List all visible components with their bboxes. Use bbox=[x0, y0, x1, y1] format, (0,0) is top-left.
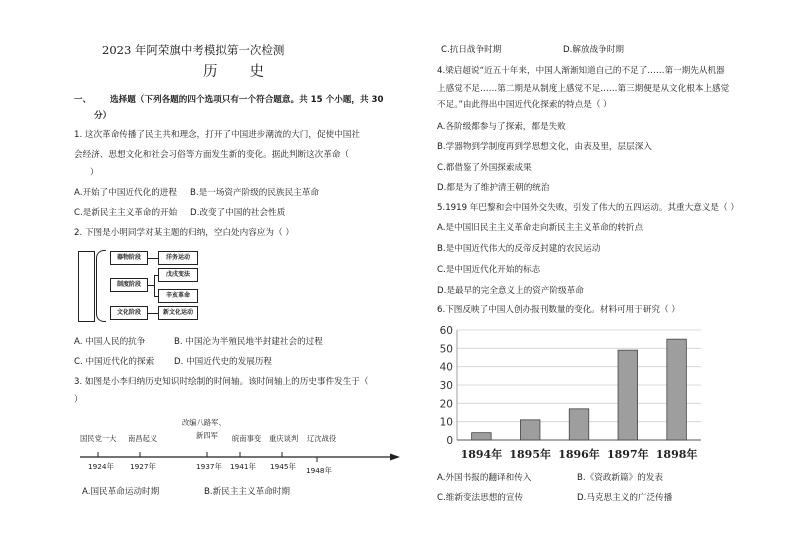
section-title: 选择题（下列各题的四个选项只有一个符合题意。共 15 个小题，共 30 bbox=[110, 95, 384, 105]
y-tick-label-30: 30 bbox=[439, 380, 453, 392]
q1-option-b[interactable]: B.是一场资产阶级的民族民主革命 bbox=[190, 188, 319, 198]
timeline-year-2: 1927年 bbox=[130, 462, 156, 471]
timeline-event-3b: 新四军 bbox=[196, 431, 218, 440]
q2-option-c[interactable]: C. 中国近代化的探索 bbox=[74, 357, 155, 367]
y-tick-label-10: 10 bbox=[439, 416, 453, 429]
q4-option-a[interactable]: A.各阶级都参与了探索，都是失败 bbox=[437, 122, 566, 132]
timeline-year-3: 1937年 bbox=[196, 462, 222, 471]
q2-stem: 2. 下图是小明同学对某主题的归纳，空白处内容应为（ ） bbox=[74, 228, 294, 238]
stage-box-1: 器物阶段 bbox=[110, 251, 148, 265]
event-box-3: 辛亥革命 bbox=[158, 289, 198, 303]
bar-1894年 bbox=[472, 433, 492, 440]
y-tick-label-20: 20 bbox=[439, 398, 453, 411]
subject-title bbox=[203, 66, 266, 78]
bar-1896年 bbox=[569, 409, 589, 440]
q3-option-a[interactable]: A.国民革命运动时期 bbox=[82, 487, 160, 497]
q3-stem-line2: ） bbox=[74, 395, 83, 405]
q3-option-d[interactable]: D.解放战争时期 bbox=[563, 45, 624, 55]
y-tick-label-0: 0 bbox=[446, 435, 453, 447]
event-box-2: 戊戌变法 bbox=[158, 268, 198, 282]
q6-bar-chart bbox=[433, 318, 713, 466]
q4-stem-line1: 4.梁启超说“近五十年来，中国人渐渐知道自己的不足了……第一期先从机器 bbox=[437, 66, 725, 76]
q5-option-d[interactable]: D.是最早的完全意义上的资产阶级革命 bbox=[437, 286, 584, 296]
x-tick-label-1896年: 1896年 bbox=[558, 448, 600, 461]
x-tick-label-1897年: 1897年 bbox=[606, 448, 649, 461]
stage-box-2: 制度阶段 bbox=[110, 278, 148, 292]
q6-option-d[interactable]: D.马克思主义的广泛传播 bbox=[577, 493, 673, 503]
q2-option-b[interactable]: B. 中国沦为半殖民地半封建社会的过程 bbox=[174, 337, 323, 347]
x-tick-label-1898年: 1898年 bbox=[655, 448, 698, 461]
q6-option-a[interactable]: A.外国书报的翻译和传入 bbox=[437, 473, 532, 483]
stage-box-3: 文化阶段 bbox=[110, 306, 148, 320]
q5-stem: 5.1919 年巴黎和会中国外交失败，引发了伟大的五四运动。其重大意义是（ ） bbox=[437, 203, 739, 213]
subject-char-2: 史 bbox=[249, 64, 266, 80]
brace-bracket bbox=[96, 250, 106, 322]
q5-option-c[interactable]: C.是中国近代化开始的标志 bbox=[437, 265, 541, 275]
q6-option-c[interactable]: C.维新变法思想的宣传 bbox=[437, 493, 524, 503]
q4-option-c[interactable]: C.都借鉴了外国探索成果 bbox=[437, 163, 532, 173]
q1-stem-line3: ） bbox=[90, 168, 99, 178]
timeline-event-3a: 改编八路军、 bbox=[182, 418, 226, 427]
timeline-event-2: 南昌起义 bbox=[128, 434, 158, 443]
bar-1897年 bbox=[618, 350, 638, 440]
outer-box-right bbox=[94, 251, 95, 322]
timeline-year-1: 1924年 bbox=[88, 462, 114, 471]
q2-diagram bbox=[74, 247, 204, 325]
timeline-event-4: 皖南事变 bbox=[232, 434, 262, 443]
arrow-line-3 bbox=[148, 313, 158, 314]
subject-char-1: 历 bbox=[203, 64, 220, 80]
q6-option-b[interactable]: B.《资政新篇》的发表 bbox=[577, 473, 663, 483]
section-title-cont: 分） bbox=[94, 111, 112, 121]
q3-option-c[interactable]: C.抗日战争时期 bbox=[441, 45, 502, 55]
y-tick-label-50: 50 bbox=[439, 343, 453, 356]
x-tick-label-1894年: 1894年 bbox=[460, 448, 503, 461]
bar-1895年 bbox=[520, 420, 540, 440]
q1-stem-line2: 会经济、思想文化和社会习俗等方面发生新的变化。据此判断这次革命（ bbox=[74, 150, 350, 160]
q3-timeline bbox=[74, 418, 404, 478]
timeline-year-6: 1948年 bbox=[306, 466, 332, 475]
q4-stem-line2: 上感觉不足……第二期是从制度上感觉不足……第三期便是从文化根本上感觉 bbox=[437, 84, 730, 94]
y-tick-label-40: 40 bbox=[439, 361, 453, 374]
section-index: 一、 bbox=[74, 95, 92, 105]
q4-option-d[interactable]: D.都是为了维护清王朝的统治 bbox=[437, 183, 550, 193]
q5-option-a[interactable]: A.是中国旧民主主义革命走向新民主主义革命的转折点 bbox=[437, 223, 644, 233]
q4-option-b[interactable]: B.学器物到学制度再到学思想文化，由表及里，层层深入 bbox=[437, 142, 652, 152]
q4-stem-line3: 不足。”由此得出中国近代化探索的特点是（ ） bbox=[437, 100, 612, 110]
outer-box-bottom bbox=[78, 321, 94, 322]
event-box-1: 洋务运动 bbox=[158, 251, 198, 265]
outer-box-left bbox=[78, 251, 79, 321]
arrow-fork-2 bbox=[154, 275, 155, 297]
q2-option-d[interactable]: D. 中国近代史的发展历程 bbox=[174, 357, 273, 367]
y-tick-label-60: 60 bbox=[439, 325, 453, 337]
q1-option-a[interactable]: A.开始了中国近代化的进程 bbox=[74, 188, 177, 198]
outer-box-top bbox=[78, 251, 94, 252]
q3-option-b[interactable]: B.新民主主义革命时期 bbox=[204, 487, 290, 497]
bar-1898年 bbox=[667, 339, 687, 440]
q3-stem-line1: 3. 如图是小李归纳历史知识时绘制的时间轴。该时间轴上的历史事件发生于（ bbox=[74, 377, 369, 387]
q1-option-d[interactable]: D.改变了中国的社会性质 bbox=[190, 208, 286, 218]
q5-option-b[interactable]: B.是中国近代伟大的反帝反封建的农民运动 bbox=[437, 244, 601, 254]
q1-stem-line1: 1. 这次革命传播了民主共和理念，打开了中国进步潮流的大门，促使中国社 bbox=[74, 130, 360, 140]
timeline-year-5: 1945年 bbox=[270, 462, 296, 471]
x-tick-label-1895年: 1895年 bbox=[509, 448, 552, 461]
timeline-event-6: 辽沈战役 bbox=[307, 434, 337, 443]
arrow-line-1 bbox=[148, 258, 158, 259]
q6-stem: 6.下图反映了中国人创办报刊数量的变化。材料可用于研究（ ） bbox=[437, 305, 680, 315]
timeline-event-5: 重庆谈判 bbox=[269, 434, 299, 443]
exam-title: 2023 年阿荣旗中考模拟第一次检测 bbox=[102, 43, 285, 57]
q1-option-c[interactable]: C.是新民主主义革命的开始 bbox=[74, 208, 178, 218]
q2-option-a[interactable]: A. 中国人民的抗争 bbox=[74, 337, 146, 347]
timeline-event-1: 国民党一大 bbox=[80, 434, 117, 443]
timeline-year-4: 1941年 bbox=[230, 462, 256, 471]
event-box-4: 新文化运动 bbox=[158, 306, 198, 320]
